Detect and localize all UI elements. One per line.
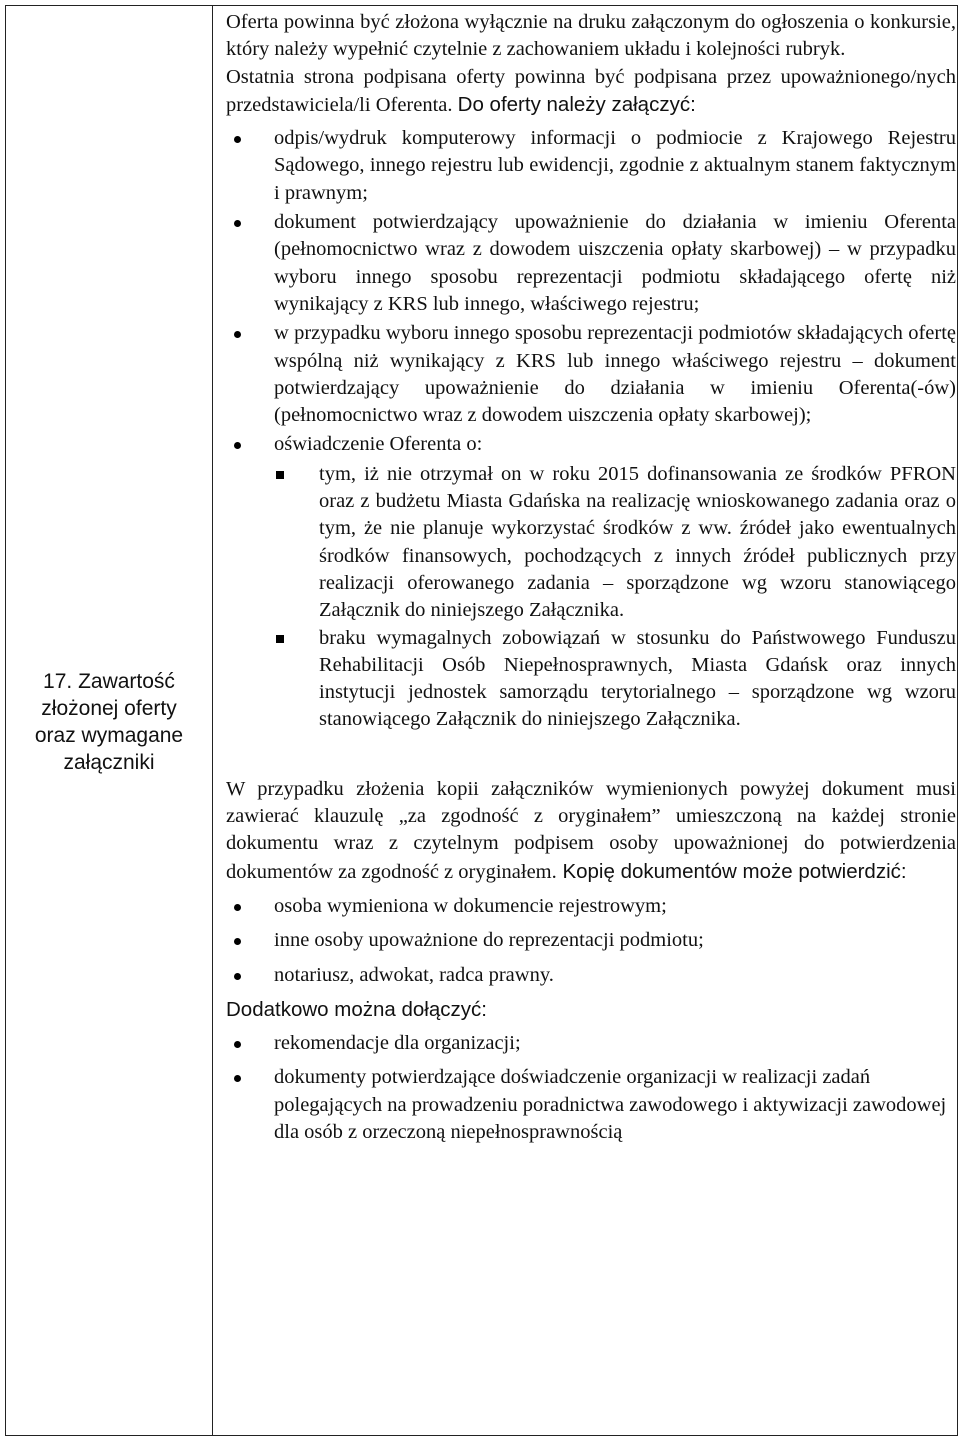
- section-title: [6, 668, 212, 776]
- list-item: rekomendacje dla organizacji;: [226, 1030, 956, 1057]
- copies-certify-text: Kopię dokumentów może potwierdzić:: [556, 859, 907, 883]
- attachments-heading: Do oferty należy załączyć:: [457, 92, 696, 116]
- copies-paragraph: [226, 776, 956, 886]
- bullet-icon: [234, 136, 241, 143]
- list-item: odpis/wydruk komputerowy informacji o podmiocie z Krajowego Rejestru Sądowego, innego rejestru lub ewidencji, zgodnie z aktualnym stanem faktycznym i prawnym;: [226, 125, 956, 207]
- section-title-line: 17. Zawartość: [43, 670, 175, 693]
- list-item: oświadczenie Oferenta o: tym, iż nie otrzymał on w roku 2015 dofinansowania ze środków PFRON oraz z budżetu Miasta Gdańska na realizację wnioskowanego zadania oraz o tym, że nie planuje wykorzystać środków z ww. źródeł jako ewentualnych środków finansowych, pochodzących z innych źródeł publicznych przy realizacji oferowanego zadania – sporządzone wg wzoru stanowiącego Załącznik do niniejszego Załącznika. braku wymagalnych zobowiązań w stosunku do Państwowego Funduszu Rehabilitacji Osób Niepełnosprawnych, Miasta Gdańsk oraz innych instytucji jednostek samorządu terytorialnego – sporządzone wg wzoru stanowiącego Załącznik do niniejszego Załącznika.: [226, 431, 956, 733]
- bullet-icon: [234, 1041, 241, 1048]
- section-title-line: oraz wymagane: [34, 724, 184, 747]
- section-title-line: załączniki: [63, 751, 155, 774]
- additional-heading: Dodatkowo można dołączyć:: [226, 997, 487, 1021]
- list-item: dokumenty potwierdzające doświadczenie organizacji w realizacji zadań polegających na prowadzeniu poradnictwa zawodowego i aktywizacji zawodowej dla osób z orzeczoną niepełnosprawnością: [226, 1064, 956, 1146]
- declarations-list: [274, 461, 956, 734]
- additional-list: [226, 1030, 956, 1146]
- square-bullet-icon: [276, 635, 284, 643]
- list-item: dokument potwierdzający upoważnienie do działania w imieniu Oferenta (pełnomocnictwo wraz z dowodem uiszczenia opłaty skarbowej) – w przypadku wyboru innego sposobu reprezentacji podmiotu składającego ofertę niż wynikający z KRS lub innego, właściwego rejestru;: [226, 209, 956, 318]
- bullet-icon: [234, 938, 241, 945]
- list-item: w przypadku wyboru innego sposobu reprezentacji podmiotów składających ofertę wspólną niż wynikający z KRS lub innego właściwego rejestru – dokument potwierdzający upoważnienie do działania w imieniu Oferenta(-ów) (pełnomocnictwo wraz z dowodem uiszczenia opłaty skarbowej);: [226, 320, 956, 429]
- signature-paragraph: [226, 64, 956, 120]
- bullet-icon: [234, 904, 241, 911]
- signature-text: Ostatnia strona podpisana oferty powinna być podpisana przez upoważnionego/nych przedstawiciela/li Oferenta.: [226, 65, 956, 116]
- intro-paragraph: Oferta powinna być złożona wyłącznie na druku załączonym do ogłoszenia o konkursie, który należy wypełnić czytelnie z zachowaniem układu i kolejności rubryk.: [226, 11, 956, 61]
- column-divider: [212, 5, 213, 1436]
- list-item: braku wymagalnych zobowiązań w stosunku do Państwowego Funduszu Rehabilitacji Osób Niepełnosprawnych, Miasta Gdańsk oraz innych instytucji jednostek samorządu terytorialnego – sporządzone wg wzoru stanowiącego Załącznik do niniejszego Załącznika.: [274, 625, 956, 734]
- section-content: [226, 9, 956, 1153]
- list-item: inne osoby upoważnione do reprezentacji podmiotu;: [226, 927, 956, 954]
- bullet-icon: [234, 442, 241, 449]
- bullet-icon: [234, 1075, 241, 1082]
- list-item: notariusz, adwokat, radca prawny.: [226, 962, 956, 989]
- bullet-icon: [234, 220, 241, 227]
- square-bullet-icon: [276, 471, 284, 479]
- list-item: osoba wymieniona w dokumencie rejestrowym;: [226, 893, 956, 920]
- bullet-icon: [234, 973, 241, 980]
- certifiers-list: [226, 893, 956, 989]
- section-title-line: złożonej oferty: [41, 697, 177, 720]
- list-item: tym, iż nie otrzymał on w roku 2015 dofinansowania ze środków PFRON oraz z budżetu Miasta Gdańska na realizację wnioskowanego zadania oraz o tym, że nie planuje wykorzystać środków z ww. źródeł jako ewentualnych środków finansowych, pochodzących z innych źródeł publicznych przy realizacji oferowanego zadania – sporządzone wg wzoru stanowiącego Załącznik do niniejszego Załącznika.: [274, 461, 956, 625]
- copies-text: W przypadku złożenia kopii załączników wymienionych powyżej dokument musi zawierać klauzulę „za zgodność z oryginałem” umieszczoną na każdej stronie dokumentu wraz z czytelnym podpisem osoby upoważnionej do potwierdzenia dokumentów za zgodność z oryginałem.: [226, 777, 956, 883]
- bullet-icon: [234, 331, 241, 338]
- attachments-list: [226, 125, 956, 734]
